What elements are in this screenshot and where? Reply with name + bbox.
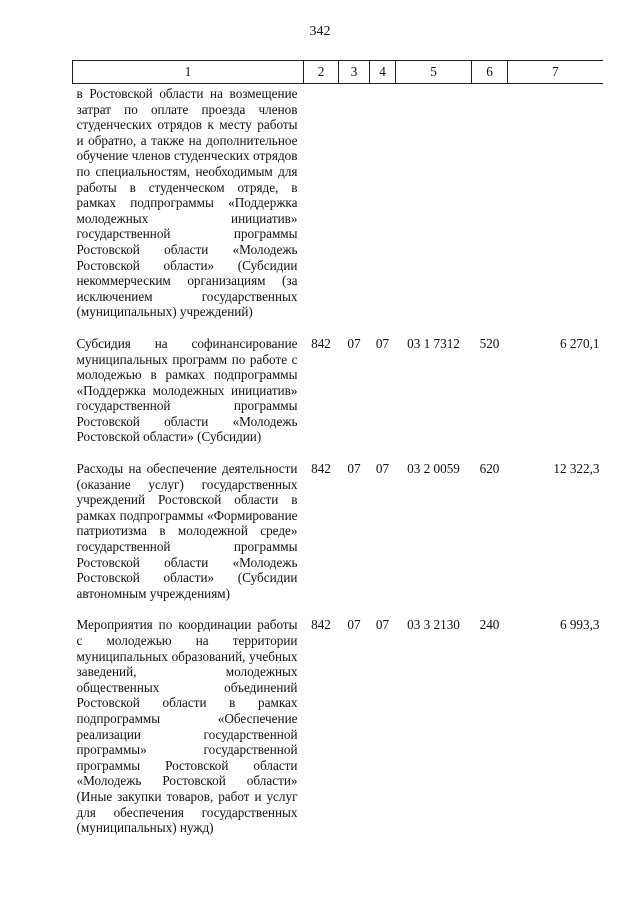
column-header-5: 5 xyxy=(396,61,472,84)
row-subsection-code xyxy=(370,84,396,334)
row-expense-type: 240 xyxy=(479,617,500,633)
budget-table xyxy=(72,60,603,850)
row-section-code xyxy=(339,84,370,334)
row-expense-type: 520 xyxy=(479,335,500,351)
row-target-article xyxy=(396,84,472,334)
row-section-code: 07 xyxy=(347,461,361,477)
row-expense-type xyxy=(472,84,508,334)
column-header-2: 2 xyxy=(304,61,339,84)
table-row xyxy=(73,615,603,849)
table-row xyxy=(73,334,603,459)
row-amount: 6 993,3 xyxy=(559,617,600,633)
row-amount: 6 270,1 xyxy=(559,335,600,351)
column-header-3: 3 xyxy=(339,61,370,84)
column-header-7: 7 xyxy=(508,61,603,84)
row-amount xyxy=(508,84,603,334)
row-section-code: 07 xyxy=(347,617,361,633)
row-ministry-code: 842 xyxy=(311,617,331,633)
row-ministry-code xyxy=(304,84,339,334)
row-subsection-code: 07 xyxy=(375,617,390,633)
table-header xyxy=(73,61,603,84)
row-ministry-code: 842 xyxy=(311,461,331,477)
row-subsection-code: 07 xyxy=(375,461,390,477)
row-ministry-code: 842 xyxy=(311,335,331,351)
row-description: Расходы на обеспечение деятельности (оказание услуг) государственных учреждений Ростовской области в рамках подпрограммы «Формирование патриотизма в молодежной среде» государственной программы Ростовской области «Молодежь Ростовской области» (Субсидии автономным учреждениям) xyxy=(76,461,298,601)
table-row xyxy=(73,459,603,615)
table-row xyxy=(73,84,603,334)
row-description: в Ростовской области на возмещение затрат по оплате проезда членов студенческих отрядов к месту работы и обратно, а также на дополнительное обучение членов студенческих отрядов по специальностям, необходимым для работы в студенческом отряде, в рамках подпрограммы «Поддержка молодежных инициатив» государственной программы Ростовской области «Молодежь Ростовской области» (Субсидии некоммерческим организациям (за исключением государственных (муниципальных) учреждений) xyxy=(76,86,298,320)
row-expense-type: 620 xyxy=(479,461,500,477)
row-subsection-code: 07 xyxy=(375,335,390,351)
table-body xyxy=(73,84,603,850)
page-number: 342 xyxy=(309,24,331,39)
row-target-article: 03 2 0059 xyxy=(407,461,460,477)
table-header-row xyxy=(73,61,603,84)
row-description: Субсидия на софинансирование муниципальных программ по работе с молодежью в рамках подпрограммы «Поддержка молодежных инициатив» государственной программы Ростовской области «Молодежь Ростовской области» (Субсидии) xyxy=(76,335,298,445)
row-amount: 12 322,3 xyxy=(553,461,600,477)
row-description: Мероприятия по координации работы с молодежью на территории муниципальных образований, учебных заведений, молодежных общественных объединений Ростовской области в рамках подпрограммы «Обеспечение реализации государственной программы» государственной программы Ростовской области «Молодежь Ростовской области» (Иные закупки товаров, работ и услуг для обеспечения государственных (муниципальных) нужд) xyxy=(76,617,298,836)
column-header-4: 4 xyxy=(370,61,396,84)
row-target-article: 03 3 2130 xyxy=(407,617,460,633)
column-header-6: 6 xyxy=(472,61,508,84)
row-target-article: 03 1 7312 xyxy=(407,335,460,351)
row-section-code: 07 xyxy=(347,335,361,351)
column-header-1: 1 xyxy=(73,61,304,84)
